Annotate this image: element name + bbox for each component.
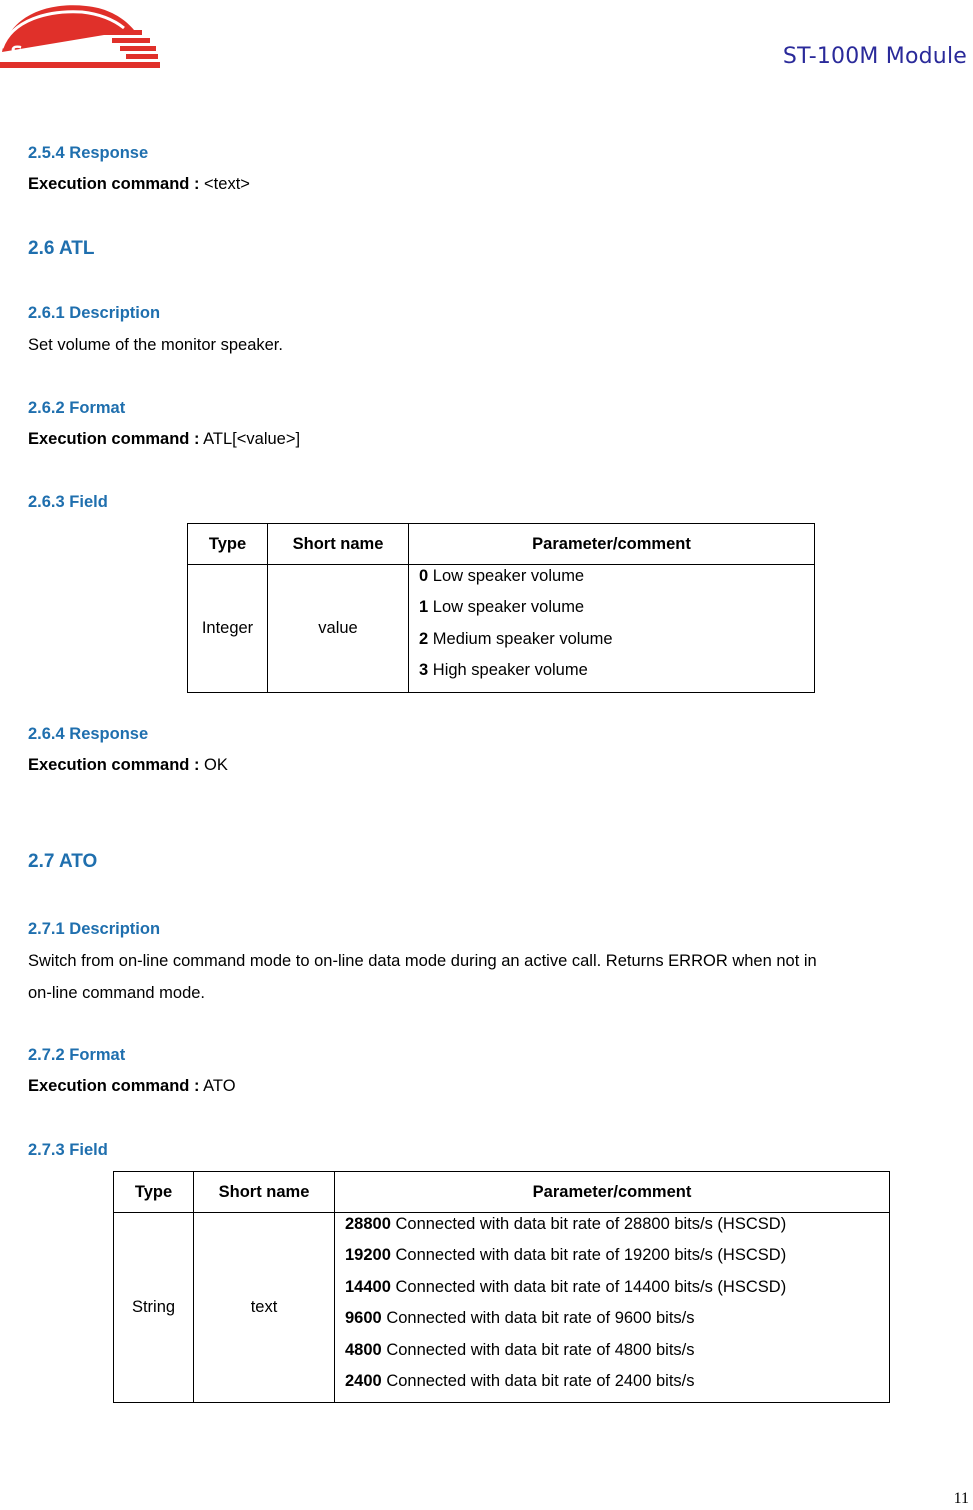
table-header-row <box>114 1172 890 1213</box>
heading-2-7-2: 2.7.2 Format <box>28 1046 126 1064</box>
heading-2-5-4: 2.5.4 Response <box>28 144 149 162</box>
param-line: 28800 Connected with data bit rate of 28800 bits/s (HSCSD) <box>345 1215 787 1233</box>
response-label: Execution command : <box>28 756 200 774</box>
heading-2-6-4: 2.6.4 Response <box>28 725 149 743</box>
ato-field-table <box>113 1171 890 1403</box>
col-short-name: Short name <box>268 524 409 565</box>
suntech-logo <box>0 0 165 72</box>
format-line <box>28 1077 236 1096</box>
cell-params <box>335 1213 890 1403</box>
param-line: 2 Medium speaker volume <box>419 629 613 648</box>
param-line: 14400 Connected with data bit rate of 14400 bits/s (HSCSD) <box>345 1277 787 1296</box>
table-row <box>114 1213 890 1403</box>
description-line-2: on-line command mode. <box>28 984 206 1002</box>
format-value: ATO <box>203 1077 236 1095</box>
format-label: Execution command : <box>28 1077 200 1095</box>
param-line: 4800 Connected with data bit rate of 4800 bits/s <box>345 1340 695 1359</box>
param-line: 19200 Connected with data bit rate of 19200 bits/s (HSCSD) <box>345 1246 787 1265</box>
heading-2-6-3: 2.6.3 Field <box>28 493 108 511</box>
module-title: ST-100M Module <box>782 44 967 69</box>
logo-text: Suntech <box>10 43 89 63</box>
cell-short-name: value <box>268 565 409 693</box>
param-line: 3 High speaker volume <box>419 661 588 680</box>
response-value: OK <box>204 756 228 774</box>
exec-command-value: <text> <box>204 175 250 193</box>
cell-type: String <box>114 1213 194 1403</box>
heading-2-7-3: 2.7.3 Field <box>28 1141 108 1159</box>
cell-short-name: text <box>194 1213 335 1403</box>
col-parameter-comment: Parameter/comment <box>335 1172 890 1213</box>
heading-2-7-1: 2.7.1 Description <box>28 920 161 938</box>
cell-params <box>409 565 815 693</box>
heading-2-7: 2.7 ATO <box>28 851 98 872</box>
heading-2-6: 2.6 ATL <box>28 238 95 259</box>
exec-command-line <box>28 175 250 194</box>
param-line: 1 Low speaker volume <box>419 598 585 617</box>
format-label: Execution command : <box>28 430 200 448</box>
param-line: 9600 Connected with data bit rate of 9600 bits/s <box>345 1309 695 1328</box>
format-line <box>28 430 300 449</box>
heading-2-6-2: 2.6.2 Format <box>28 399 126 417</box>
exec-command-label: Execution command : <box>28 175 200 193</box>
page-number: 11 <box>953 1490 969 1507</box>
col-parameter-comment: Parameter/comment <box>409 524 815 565</box>
cell-type: Integer <box>188 565 268 693</box>
table-row <box>188 565 815 693</box>
heading-2-6-1: 2.6.1 Description <box>28 304 161 322</box>
table-header-row <box>188 524 815 565</box>
description-line-1: Switch from on-line command mode to on-line data mode during an active call. Returns ERROR when not in <box>28 952 817 970</box>
col-type: Type <box>188 524 268 565</box>
col-type: Type <box>114 1172 194 1213</box>
atl-field-table <box>187 523 815 693</box>
param-line: 2400 Connected with data bit rate of 2400 bits/s <box>345 1371 695 1390</box>
description-text: Set volume of the monitor speaker. <box>28 336 283 354</box>
response-line <box>28 756 228 775</box>
format-value: ATL[<value>] <box>203 430 301 448</box>
col-short-name: Short name <box>194 1172 335 1213</box>
param-line: 0 Low speaker volume <box>419 567 585 585</box>
